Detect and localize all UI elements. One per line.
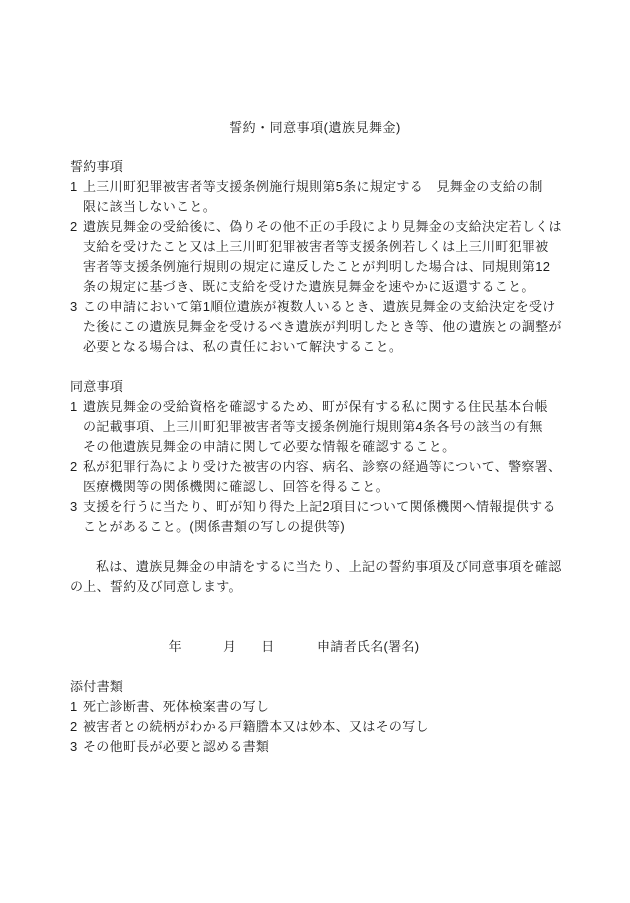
consent-item-2-text: 私が犯罪行為により受けた被害の内容、病名、診察の経過等について、警察署、 <box>83 459 562 474</box>
attachment-item-2 <box>0 717 630 737</box>
attachments-section-heading: 添付書類 <box>70 679 124 694</box>
consent-item-1-number: 1 <box>70 399 78 414</box>
attachment-item-3-number: 3 <box>70 739 78 754</box>
year-label: 年 <box>168 639 182 654</box>
pledge-item-2-continuation: 害者等支援条例施行規則の規定に違反したことが判明した場合は、同規則第12 <box>83 259 551 274</box>
consent-section-heading: 同意事項 <box>70 379 124 394</box>
consent-item-3 <box>0 497 630 517</box>
pledge-section-heading: 誓約事項 <box>70 159 124 174</box>
consent-item-1-continuation: の記載事項、上三川町犯罪被害者等支援条例施行規則第4条各号の該当の有無 <box>83 419 543 434</box>
attachment-item-2-number: 2 <box>70 719 78 734</box>
consent-item-3-text: 支援を行うに当たり、町が知り得た上記2項目について関係機関へ情報提供する <box>83 499 556 514</box>
attachment-item-3-text: その他町長が必要と認める書類 <box>83 739 270 754</box>
attachment-item-1-number: 1 <box>70 699 78 714</box>
pledge-item-3 <box>0 297 630 317</box>
pledge-item-1-number: 1 <box>70 179 78 194</box>
pledge-item-1-continuation: 限に該当しないこと。 <box>83 199 217 214</box>
pledge-item-3-number: 3 <box>70 299 78 314</box>
document-title: 誓約・同意事項(遺族見舞金) <box>229 120 401 135</box>
pledge-item-2-text: 遺族見舞金の受給後に、偽りその他不正の手段により見舞金の支給決定若しくは <box>83 219 562 234</box>
signature-label: 申請者氏名(署名) <box>317 639 420 654</box>
day-label: 日 <box>261 639 275 654</box>
month-label: 月 <box>222 639 237 654</box>
section-spacer <box>0 357 630 377</box>
attachment-item-3 <box>0 737 630 757</box>
section-spacer <box>0 597 630 617</box>
pledge-item-3-continuation: た後にこの遺族見舞金を受けるべき遺族が判明したとき等、他の遺族との調整が <box>83 319 562 334</box>
consent-item-1-text: 遺族見舞金の受給資格を確認するため、町が保有する私に関する住民基本台帳 <box>83 399 548 414</box>
consent-item-2-continuation: 医療機関等の関係機関に確認し、回答を得ること。 <box>83 479 389 494</box>
attachment-item-1 <box>0 697 630 717</box>
pledge-item-3-continuation: 必要となる場合は、私の責任において解決すること。 <box>83 339 403 354</box>
attachment-item-1-text: 死亡診断書、死体検案書の写し <box>83 699 270 714</box>
consent-item-2 <box>0 457 630 477</box>
pledge-item-2-number: 2 <box>70 219 78 234</box>
section-spacer <box>0 537 630 557</box>
consent-item-3-continuation: ことがあること。(関係書類の写しの提供等) <box>83 519 345 534</box>
declaration-line-2: の上、誓約及び同意します。 <box>70 579 242 594</box>
pledge-item-2 <box>0 217 630 237</box>
pledge-item-2-continuation: 支給を受けたこと又は上三川町犯罪被害者等支援条例若しくは上三川町犯罪被 <box>83 239 549 254</box>
consent-item-1-continuation: その他遺族見舞金の申請に関して必要な情報を確認すること。 <box>83 439 456 454</box>
consent-item-2-number: 2 <box>70 459 78 474</box>
pledge-item-1-text: 上三川町犯罪被害者等支援条例施行規則第5条に規定する 見舞金の支給の制 <box>83 179 543 194</box>
pledge-item-1 <box>0 177 630 197</box>
pledge-item-3-text: この申請において第1順位遺族が複数人いるとき、遺族見舞金の支給決定を受け <box>83 299 556 314</box>
consent-item-1 <box>0 397 630 417</box>
pledge-item-2-continuation: 条の規定に基づき、既に支給を受けた遺族見舞金を速やかに返還すること。 <box>83 279 535 294</box>
attachment-item-2-text: 被害者との続柄がわかる戸籍謄本又は妙本、又はその写し <box>83 719 429 734</box>
declaration-line-1: 私は、遺族見舞金の申請をするに当たり、上記の誓約事項及び同意事項を確認 <box>96 559 562 574</box>
consent-item-3-number: 3 <box>70 499 78 514</box>
title-gap <box>0 138 630 157</box>
section-spacer <box>0 657 630 677</box>
